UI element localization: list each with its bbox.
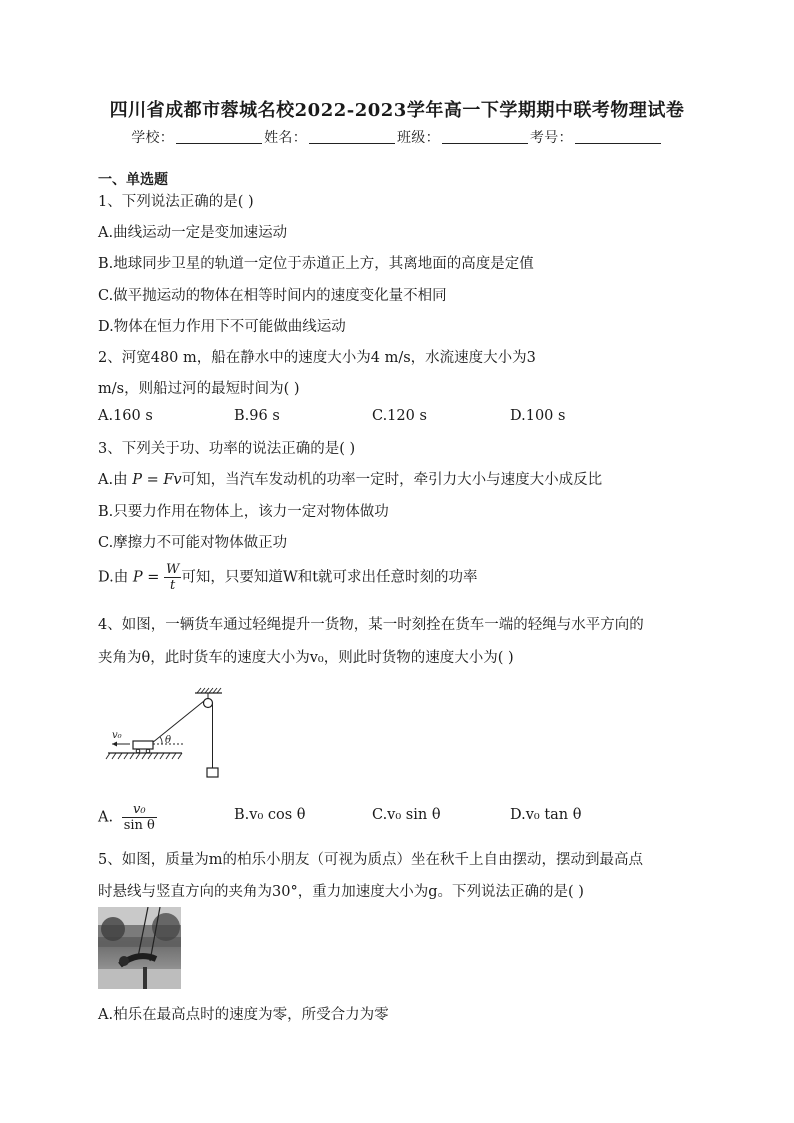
q2-option-c: C.120 s [372, 408, 427, 424]
q2-option-d: D.100 s [510, 408, 566, 424]
q3-d-prefix: D.由 [98, 569, 129, 586]
q4-option-a [98, 802, 157, 833]
q3-option-b: B.只要力作用在物体上，该力一定对物体做功 [98, 504, 389, 520]
q3-stem: 3、下列关于功、功率的说法正确的是( ) [98, 441, 356, 457]
q3-d-text: 可知，只要知道W和t就可求出任意时刻的功率 [181, 569, 478, 586]
q3-a-formula: P = Fv [132, 472, 182, 488]
q3-option-c: C.摩擦力不可能对物体做正功 [98, 535, 288, 551]
exam-no-blank[interactable] [575, 129, 661, 144]
q5-option-a: A.柏乐在最高点时的速度为零，所受合力为零 [98, 1007, 389, 1023]
pulley-icon [204, 699, 213, 708]
q5-stem-line2: 时悬线与竖直方向的夹角为30°，重力加速度大小为g。下列说法正确的是( ) [98, 884, 584, 900]
q3-a-prefix: A.由 [98, 472, 128, 488]
q4-option-b: B.v₀ cos θ [234, 807, 306, 823]
q2-option-a: A.160 s [98, 408, 153, 424]
q4-option-d: D.v₀ tan θ [510, 807, 582, 823]
class-blank[interactable] [442, 129, 528, 144]
q5-stem-line1: 5、如图，质量为m的柏乐小朋友（可视为质点）坐在秋千上自由摆动，摆动到最高点 [98, 852, 643, 868]
q4-stem-line2: 夹角为θ，此时货车的速度大小为v₀，则此时货物的速度大小为( ) [98, 650, 514, 666]
cargo-block [207, 768, 218, 777]
q3-a-text: 可知，当汽车发动机的功率一定时，牵引力大小与速度大小成反比 [181, 472, 603, 488]
q3-d-fraction [164, 562, 181, 593]
truck-block [133, 741, 153, 749]
q4-a-denominator: sin θ [123, 818, 155, 833]
exam-no-label: 考号： [529, 130, 573, 146]
q2-stem-line2: m/s，则船过河的最短时间为( ) [98, 381, 300, 397]
truck-pulley-diagram [100, 685, 230, 785]
q2-option-b: B.96 s [234, 408, 280, 424]
class-label: 班级： [397, 130, 440, 146]
q1-option-c: C.做平抛运动的物体在相等时间内的速度变化量不相同 [98, 288, 447, 304]
q4-option-c: C.v₀ sin θ [372, 807, 441, 823]
school-label: 学校： [131, 130, 175, 146]
q1-stem: 1、下列说法正确的是( ) [98, 194, 254, 210]
fig-theta-label: θ [165, 735, 172, 746]
school-blank[interactable] [176, 129, 262, 144]
q2-stem-line1: 2、河宽480 m，船在静水中的速度大小为4 m/s，水流速度大小为3 [98, 350, 536, 366]
q1-option-a: A.曲线运动一定是变加速运动 [98, 225, 288, 241]
q4-a-label: A. [98, 809, 114, 826]
q3-option-a [98, 468, 602, 489]
q1-option-b: B.地球同步卫星的轨道一定位于赤道正上方，其离地面的高度是定值 [98, 256, 534, 272]
q3-d-lhs: P = [132, 569, 160, 586]
name-blank[interactable] [309, 129, 395, 144]
q1-option-d: D.物体在恒力作用下不可能做曲线运动 [98, 319, 346, 335]
q3-d-numerator: W [165, 562, 180, 577]
q3-d-denominator: t [170, 578, 176, 593]
page-title: 四川省成都市蓉城名校2022-2023学年高一下学期期中联考物理试卷 [109, 100, 685, 121]
fig-v0-label: v₀ [112, 730, 122, 741]
swing-photo [98, 907, 181, 989]
q4-a-numerator: v₀ [122, 802, 157, 818]
section-heading: 一、单选题 [98, 172, 168, 188]
name-label: 姓名： [264, 130, 307, 146]
student-info-row [0, 127, 794, 147]
q4-stem-line1: 4、如图，一辆货车通过轻绳提升一货物，某一时刻拴在货车一端的轻绳与水平方向的 [98, 617, 644, 633]
q3-option-d [98, 562, 478, 593]
q4-a-fraction [122, 802, 157, 833]
